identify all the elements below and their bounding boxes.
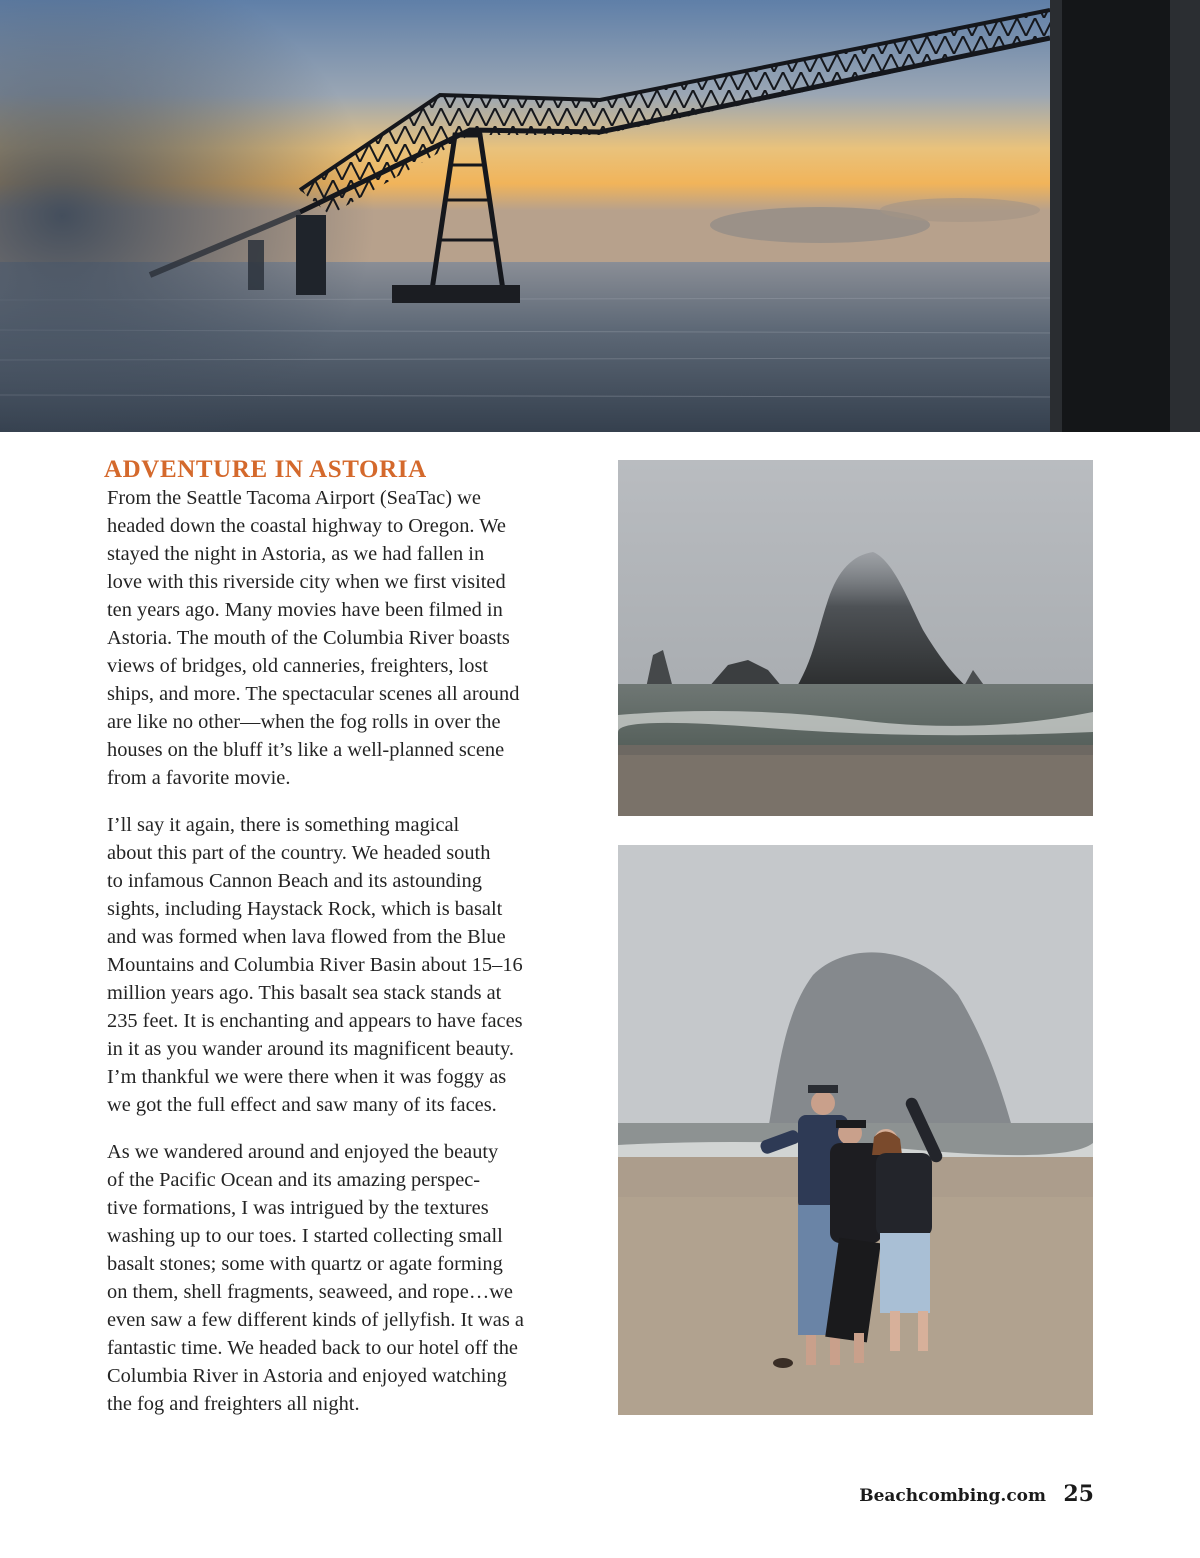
photo-haystack-rock-fog: [618, 460, 1093, 816]
body-text-line: views of bridges, old canneries, freighters, lost: [107, 655, 489, 677]
body-text-line: from a favorite movie.: [107, 767, 291, 789]
page-number: 25: [1063, 1481, 1094, 1507]
body-text-line: of the Pacific Ocean and its amazing perspec-: [107, 1169, 481, 1191]
article-body: [107, 484, 593, 1437]
body-text-line: about this part of the country. We headed south: [107, 842, 491, 864]
body-text-line: Columbia River in Astoria and enjoyed watching: [107, 1365, 507, 1387]
body-text-line: washing up to our toes. I started collecting small: [107, 1225, 503, 1247]
body-text-line: even saw a few different kinds of jellyfish. It was a: [107, 1309, 524, 1331]
body-text-line: I’ll say it again, there is something magical: [107, 814, 460, 836]
hero-photo-astoria-bridge: [0, 0, 1200, 432]
body-text-line: to infamous Cannon Beach and its astounding: [107, 870, 482, 892]
body-paragraph: [107, 811, 593, 1119]
article-headline: ADVENTURE IN ASTORIA: [104, 456, 427, 483]
body-text-line: love with this riverside city when we first visited: [107, 571, 506, 593]
body-text-line: the fog and freighters all night.: [107, 1393, 360, 1415]
body-text-line: 235 feet. It is enchanting and appears to have faces: [107, 1010, 523, 1032]
body-text-line: I’m thankful we were there when it was foggy as: [107, 1066, 507, 1088]
body-text-line: fantastic time. We headed back to our hotel off the: [107, 1337, 518, 1359]
body-text-line: in it as you wander around its magnificent beauty.: [107, 1038, 514, 1060]
body-text-line: on them, shell fragments, seaweed, and rope…we: [107, 1281, 513, 1303]
body-text-line: stayed the night in Astoria, as we had fallen in: [107, 543, 485, 565]
body-text-line: ships, and more. The spectacular scenes all around: [107, 683, 520, 705]
body-text-line: Astoria. The mouth of the Columbia River boasts: [107, 627, 510, 649]
body-text-line: sights, including Haystack Rock, which is basalt: [107, 898, 503, 920]
photo-family-cannon-beach: [618, 845, 1093, 1415]
body-text-line: are like no other—when the fog rolls in over the: [107, 711, 501, 733]
body-text-line: As we wandered around and enjoyed the beauty: [107, 1141, 499, 1163]
body-text-line: From the Seattle Tacoma Airport (SeaTac) we: [107, 487, 481, 509]
body-text-line: basalt stones; some with quartz or agate forming: [107, 1253, 503, 1275]
body-text-line: and was formed when lava flowed from the Blue: [107, 926, 506, 948]
body-paragraph: [107, 484, 593, 792]
body-text-line: houses on the bluff it’s like a well-planned scene: [107, 739, 505, 761]
body-text-line: Mountains and Columbia River Basin about 15–16: [107, 954, 523, 976]
body-text-line: tive formations, I was intrigued by the textures: [107, 1197, 489, 1219]
body-text-line: million years ago. This basalt sea stack stands at: [107, 982, 502, 1004]
body-paragraph: [107, 1138, 593, 1418]
footer-site-name: Beachcombing.com: [859, 1486, 1046, 1506]
body-text-line: ten years ago. Many movies have been filmed in: [107, 599, 503, 621]
body-text-line: headed down the coastal highway to Oregon. We: [107, 515, 506, 537]
body-text-line: we got the full effect and saw many of its faces.: [107, 1094, 497, 1116]
